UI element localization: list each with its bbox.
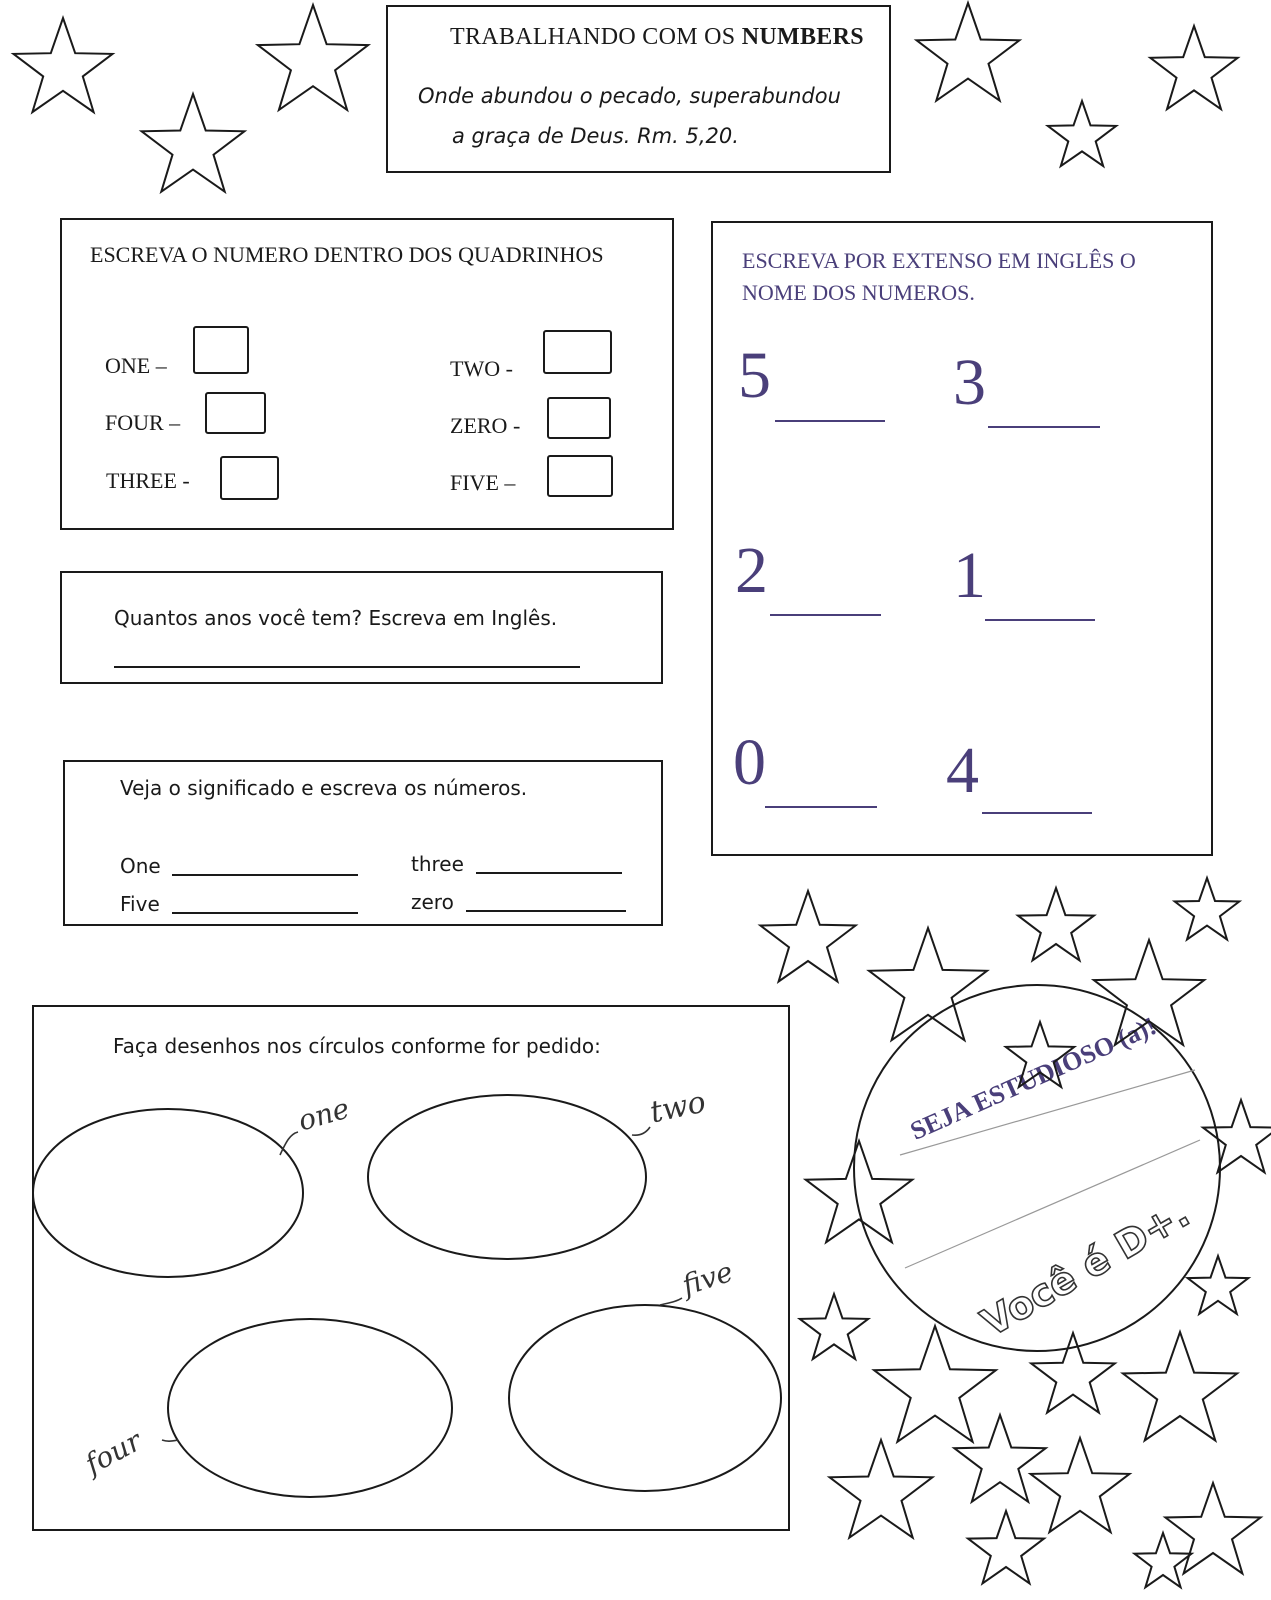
circle-label-two: two: [646, 1084, 709, 1131]
exercise-1-instruction: ESCREVA O NUMERO DENTRO DOS QUADRINHOS: [90, 242, 604, 267]
star-icon: [1031, 1333, 1115, 1413]
exercise-3-question: Quantos anos você tem? Escreva em Inglês.: [114, 606, 558, 630]
number-two: 2: [735, 534, 768, 607]
star-icon: [1203, 1100, 1271, 1172]
label-four: FOUR –: [105, 410, 181, 435]
stamp-text-line-2: Você é D+.: [974, 1191, 1197, 1346]
title-prefix: TRABALHANDO COM OS: [450, 24, 742, 50]
label-zero: ZERO -: [450, 413, 521, 438]
verse-line-1: Onde abundou o pecado, superabundou: [418, 84, 841, 108]
star-icon: [1188, 1256, 1249, 1314]
label-five: FIVE –: [450, 470, 516, 495]
star-icon: [1031, 1438, 1130, 1532]
star-icon: [1018, 888, 1094, 960]
star-icon: [14, 18, 113, 112]
star-icon: [806, 1141, 913, 1242]
number-zero: 0: [733, 726, 766, 799]
number-one: 1: [953, 539, 986, 612]
star-icon: [869, 928, 987, 1040]
star-icon: [1006, 1022, 1074, 1087]
star-icon: [968, 1511, 1044, 1583]
circle-label-one: one: [294, 1091, 354, 1138]
star-icon: [1135, 1533, 1192, 1587]
number-five: 5: [738, 339, 771, 412]
label-two: TWO -: [450, 356, 513, 381]
star-icon: [800, 1294, 868, 1359]
word-one: One: [120, 854, 161, 878]
circle-label-five: five: [678, 1254, 737, 1303]
label-three: THREE -: [106, 468, 190, 493]
star-icon: [874, 1326, 996, 1442]
word-zero: zero: [411, 890, 454, 914]
star-icon: [1175, 878, 1240, 940]
exercise-5-instruction: Faça desenhos nos círculos conforme for pedido:: [113, 1034, 601, 1058]
star-icon: [1123, 1332, 1237, 1441]
word-three: three: [411, 852, 464, 876]
star-icon: [1150, 26, 1237, 109]
star-icon: [1048, 101, 1116, 166]
stamp-text-line-1: SEJA ESTUDIOSO (a)!: [905, 1011, 1161, 1146]
star-icon: [142, 94, 245, 192]
star-icon: [1165, 1483, 1260, 1574]
star-icon: [917, 3, 1020, 101]
number-three: 3: [953, 346, 986, 419]
exercise-2-instruction-line-2: NOME DOS NUMEROS.: [742, 280, 975, 305]
title-bold: NUMBERS: [741, 24, 864, 50]
star-icon: [1094, 940, 1204, 1045]
circle-label-four: four: [79, 1424, 147, 1481]
star-icon: [258, 5, 368, 110]
word-five: Five: [120, 892, 160, 916]
verse-line-2: a graça de Deus. Rm. 5,20.: [452, 124, 739, 148]
number-four: 4: [946, 734, 979, 807]
star-icon: [760, 891, 855, 982]
exercise-4-instruction: Veja o significado e escreva os números.: [120, 776, 528, 800]
star-icon: [830, 1440, 933, 1538]
label-one: ONE –: [105, 353, 167, 378]
exercise-2-instruction-line-1: ESCREVA POR EXTENSO EM INGLÊS O: [742, 248, 1136, 273]
